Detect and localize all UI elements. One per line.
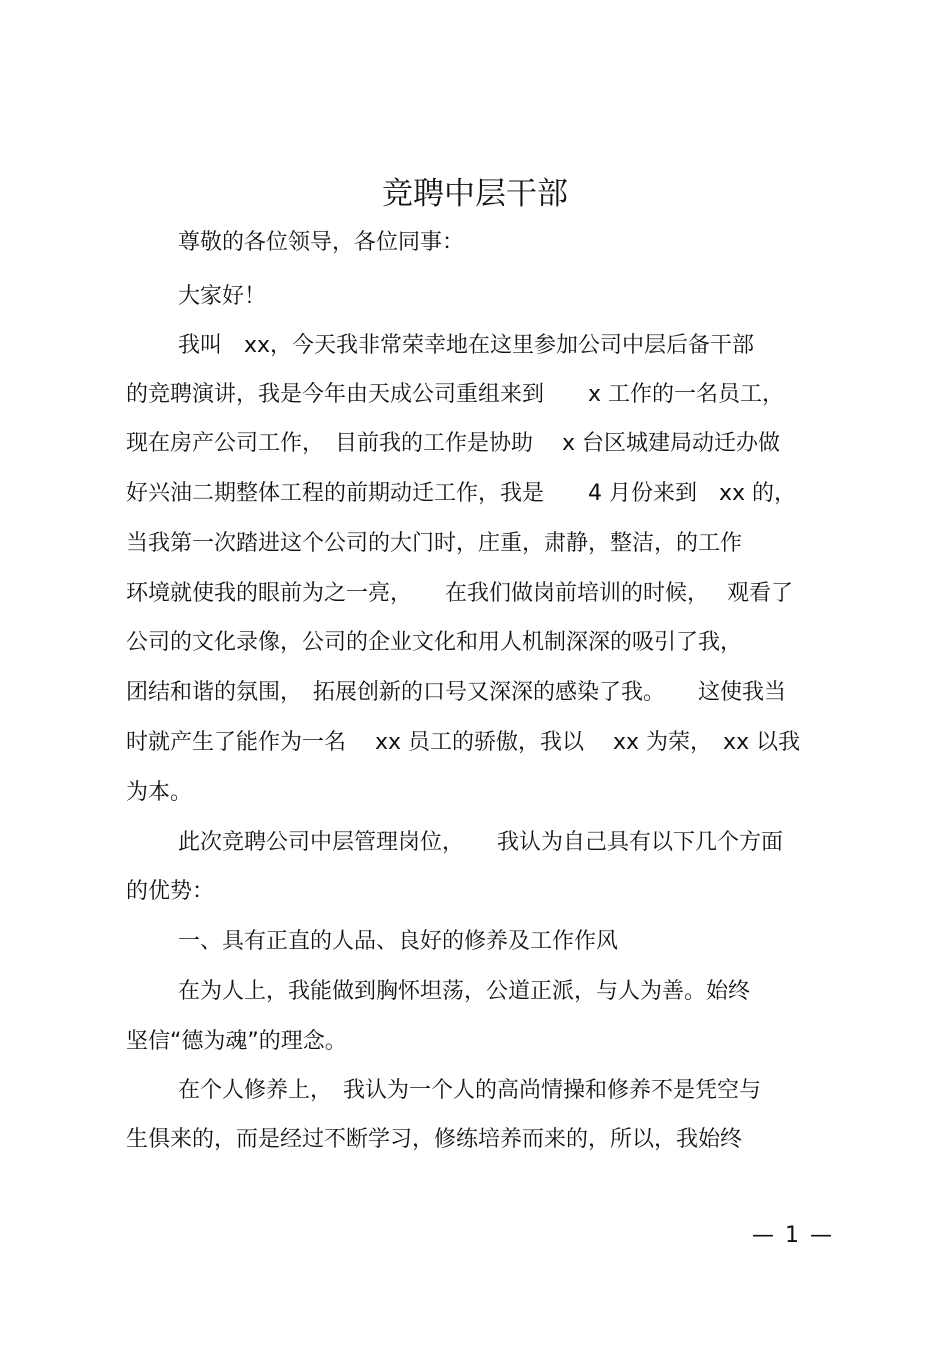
paragraph-line: 时就产生了能作为一名 xx 员工的骄傲，我以 xx 为荣， xx 以我 [126,730,801,755]
paragraph-line: 尊敬的各位领导，各位同事： [178,230,465,255]
paragraph-line: 生俱来的，而是经过不断学习，修练培养而来的，所以，我始终 [126,1127,743,1152]
paragraph-line: 公司的文化录像，公司的企业文化和用人机制深深的吸引了我， [126,630,743,655]
section-heading: 一、具有正直的人品、良好的修养及工作作风 [178,929,619,954]
paragraph-line: 此次竞聘公司中层管理岗位， 我认为自己具有以下几个方面 [178,830,784,855]
paragraph-line: 在为人上，我能做到胸怀坦荡，公道正派，与人为善。始终 [178,979,751,1004]
page-number: — 1 — [752,1223,834,1248]
paragraph-line: 为本。 [126,780,193,805]
paragraph-line: 在个人修养上， 我认为一个人的高尚情操和修养不是凭空与 [178,1078,762,1103]
paragraph-line: 坚信“德为魂”的理念。 [126,1029,347,1054]
paragraph-line: 的优势： [126,879,215,904]
paragraph-line: 大家好！ [178,284,267,309]
paragraph-line: 环境就使我的眼前为之一亮， 在我们做岗前培训的时候， 观看了 [126,581,793,606]
paragraph-line: 团结和谐的氛围， 拓展创新的口号又深深的感染了我。 这使我当 [126,680,787,705]
document-title: 竞聘中层干部 [382,176,568,212]
paragraph-line: 当我第一次踏进这个公司的大门时，庄重，肃静，整洁，的工作 [126,531,743,556]
paragraph-line: 现在房产公司工作， 目前我的工作是协助 x 台区城建局动迁办做 [126,431,781,456]
paragraph-line: 好兴油二期整体工程的前期动迁工作，我是 4 月份来到 xx 的， [126,481,797,506]
paragraph-line: 的竞聘演讲，我是今年由天成公司重组来到 x 工作的一名员工， [126,382,785,407]
paragraph-line: 我叫 xx，今天我非常荣幸地在这里参加公司中层后备干部 [178,333,755,358]
